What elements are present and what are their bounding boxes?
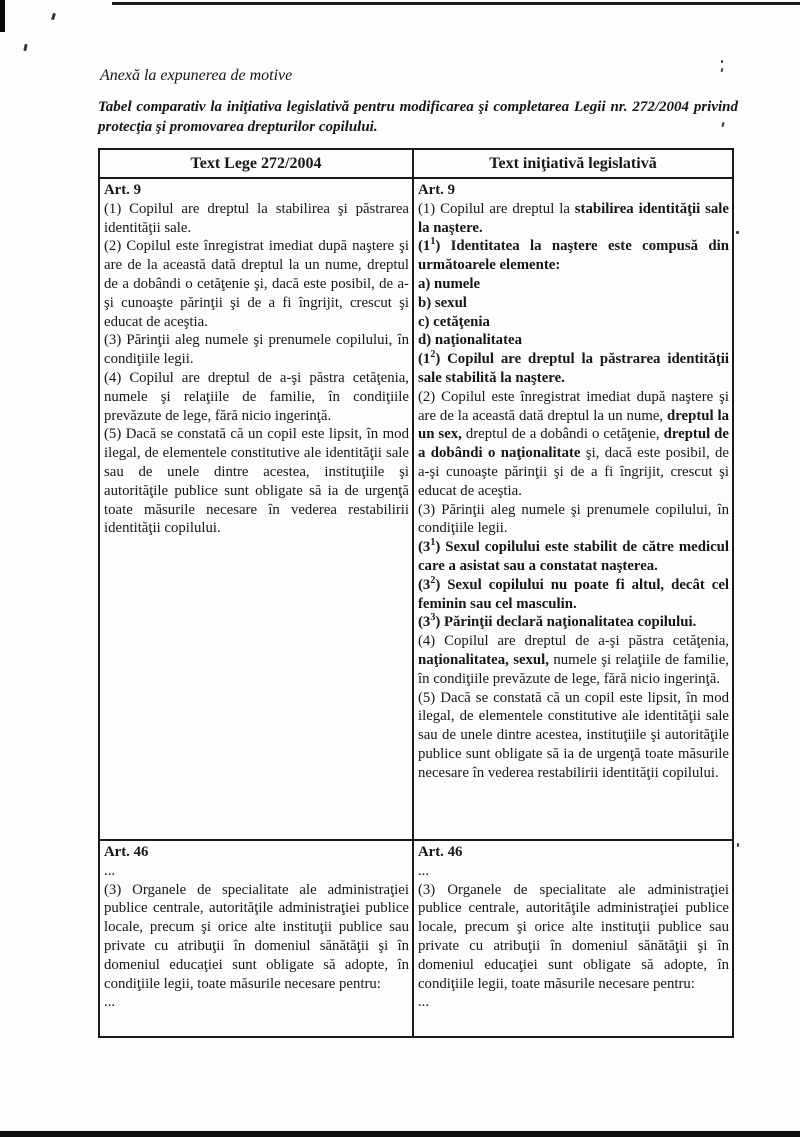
paragraph <box>104 425 409 538</box>
scan-artifact <box>737 843 739 847</box>
paragraph <box>418 501 729 539</box>
text-segment: (3) Organele de specialitate ale administraţiei publice centrale, autorităţile administraţiei publice locale, precum şi orice alte instituţii publice sau private cu atribuţii în domeniul sănătăţii şi în domeniul educaţiei sunt obligate să adopte, în condiţiile legii, toate măsurile necesare pentru: <box>417 881 729 992</box>
text-segment: ... <box>417 862 430 879</box>
paragraph <box>104 369 409 425</box>
text-segment: (2) Copilul este înregistrat imediat după naştere şi are de la această dată dreptul la un nume, <box>417 388 729 424</box>
paragraph <box>418 388 729 501</box>
text-segment: (4) Copilul are dreptul de a-şi păstra cetăţenia, numele şi relaţiile de familie, în condiţiile prevăzute de lege, fără nicio ingerinţă. <box>104 369 409 424</box>
cell-art46-law-text <box>99 840 413 1037</box>
paragraph <box>418 538 729 576</box>
text-segment: (3) Părinţii aleg numele şi prenumele copilului, în condiţiile legii. <box>417 501 729 537</box>
paragraph <box>418 843 729 862</box>
paragraph <box>418 275 729 294</box>
text-segment: dreptul de a dobândi o naţionalitate <box>417 426 729 462</box>
text-segment: (5) Dacă se constată că un copil este lipsit, în mod ilegal, de elementele constitutive ale identităţii sale sau de unele dintre acestea, instituţiile şi autorităţile publice sunt obligate să ia de urgenţă toate măsurile necesare în vederea restabilirii identităţii copilului. <box>104 426 409 537</box>
text-segment: c) cetăţenia <box>417 313 490 330</box>
paragraph <box>418 294 729 313</box>
superscript: 2 <box>430 349 436 361</box>
paragraph <box>418 993 729 1012</box>
scan-artifact <box>721 68 724 72</box>
paragraph <box>104 200 409 238</box>
comparison-table <box>98 148 734 1038</box>
text-segment: şi, dacă este posibil, de a-şi cunoaşte părinţii şi de a fi îngrijit, crescut şi educat de aceştia. <box>417 445 729 499</box>
text-segment: dreptul de a dobândi o cetăţenie, <box>461 426 664 443</box>
paragraph <box>418 350 729 388</box>
text-segment: (1 <box>417 238 431 255</box>
text-segment: ) Sexul copilului nu poate fi altul, decât cel feminin sau cel masculin. <box>417 576 729 612</box>
cell-art46-initiative-text <box>413 840 733 1037</box>
text-segment: Art. 9 <box>417 182 455 198</box>
column-header-legislative-initiative: Text iniţiativă legislativă <box>413 149 733 178</box>
paragraph <box>418 313 729 332</box>
text-segment: a) numele <box>417 275 481 292</box>
text-segment: Art. 46 <box>104 844 149 860</box>
scan-bottom-rule <box>0 1131 800 1137</box>
scan-artifact <box>51 13 56 21</box>
paragraph <box>418 632 729 688</box>
text-segment: ) Copilul are dreptul la păstrarea identităţii sale stabilită la naştere. <box>417 351 729 386</box>
paragraph <box>418 689 729 783</box>
text-segment: naţionalitatea, sexul, <box>417 651 549 668</box>
document-title: Tabel comparativ la iniţiativa legislativă pentru modificarea şi completarea Legii nr. 272/2004 privind protecţia şi promovarea drepturilor copilului. <box>98 99 738 135</box>
text-segment: (3 <box>417 614 431 631</box>
text-segment: ) Identitatea la naştere este compusă din următoarele elemente: <box>417 238 729 274</box>
text-segment: (2) Copilul este înregistrat imediat după naştere şi are de la această dată dreptul la un nume, dreptul de a dobândi o cetăţenie şi, dacă este posibil, de a-şi cunoaşte părinţii şi de a fi îngrijit, crescut şi educat de aceştia. <box>104 238 409 330</box>
text-segment: (3) Organele de specialitate ale administraţiei publice centrale, autorităţile administraţiei publice locale, precum şi orice alte instituţii publice sau private cu atribuţii în domeniul sănătăţii şi în domeniul educaţiei sunt obligate să adopte, în condiţiile legii, toate măsurile necesare pentru: <box>104 881 409 992</box>
scan-left-edge-artifact <box>0 0 5 32</box>
text-segment: (3 <box>417 576 431 593</box>
text-segment: ... <box>104 994 116 1011</box>
text-segment: Art. 46 <box>417 844 463 860</box>
paragraph <box>418 237 729 275</box>
text-segment: (5) Dacă se constată că un copil este lipsit, în mod ilegal, de elementele constitutive ale identităţii sale sau de unele dintre acestea, instituţiile şi autorităţile publice sunt obligate să ia de urgenţă toate măsurile necesare în vederea restabilirii identităţii copilului. <box>417 689 729 781</box>
text-segment: (3) Părinţii aleg numele şi prenumele copilului, în condiţiile legii. <box>104 332 409 368</box>
text-segment: (3 <box>417 539 431 556</box>
column-header-law-272-2004: Text Lege 272/2004 <box>99 149 413 178</box>
text-segment: b) sexul <box>417 294 467 311</box>
paragraph <box>104 862 409 881</box>
text-segment: Art. 9 <box>104 182 141 198</box>
paragraph <box>418 200 729 238</box>
table-row-art9 <box>99 178 733 840</box>
superscript: 1 <box>430 236 436 248</box>
text-segment: (4) Copilul are dreptul de a-şi păstra cetăţenia, <box>417 633 729 650</box>
superscript: 1 <box>430 537 436 549</box>
text-segment: d) naţionalitatea <box>417 332 522 349</box>
superscript: 2 <box>430 574 436 586</box>
paragraph <box>104 181 409 200</box>
paragraph <box>418 181 729 200</box>
paragraph <box>104 993 409 1012</box>
paragraph <box>418 881 729 994</box>
paragraph <box>418 862 729 881</box>
paragraph <box>418 613 729 632</box>
cell-art9-initiative-text <box>413 178 733 840</box>
paragraph <box>104 331 409 369</box>
text-segment: ... <box>417 994 430 1011</box>
scan-top-rule <box>112 2 800 5</box>
scan-artifact <box>736 231 739 234</box>
text-segment: stabilirea identităţii sale la naştere. <box>417 200 729 236</box>
text-segment: (1 <box>417 351 431 368</box>
paragraph <box>104 237 409 331</box>
scan-artifact <box>721 60 723 63</box>
text-segment: ... <box>104 862 116 879</box>
paragraph <box>104 881 409 994</box>
text-segment: ) Părinţii declară naţionalitatea copilului. <box>435 614 697 631</box>
paragraph <box>418 331 729 350</box>
table-header-row <box>99 149 733 178</box>
paragraph <box>104 843 409 862</box>
paragraph <box>418 576 729 614</box>
superscript: 3 <box>430 612 436 624</box>
text-segment: ) Sexul copilului este stabilit de către medicul care a asistat sau a constatat naşterea. <box>417 539 729 574</box>
scan-artifact <box>23 44 27 51</box>
annex-note: Anexă la expunerea de motive <box>100 67 293 84</box>
text-segment: (1) Copilul are dreptul la stabilirea şi păstrarea identităţii sale. <box>104 200 409 236</box>
text-segment: numele şi relaţiile de familie, în condiţiile prevăzute de lege, fără nicio ingerinţă. <box>417 651 729 687</box>
table-row-art46 <box>99 840 733 1037</box>
text-segment: dreptul la un sex, <box>417 407 729 443</box>
cell-art9-law-text <box>99 178 413 840</box>
text-segment: (1) Copilul are dreptul la <box>417 200 575 217</box>
